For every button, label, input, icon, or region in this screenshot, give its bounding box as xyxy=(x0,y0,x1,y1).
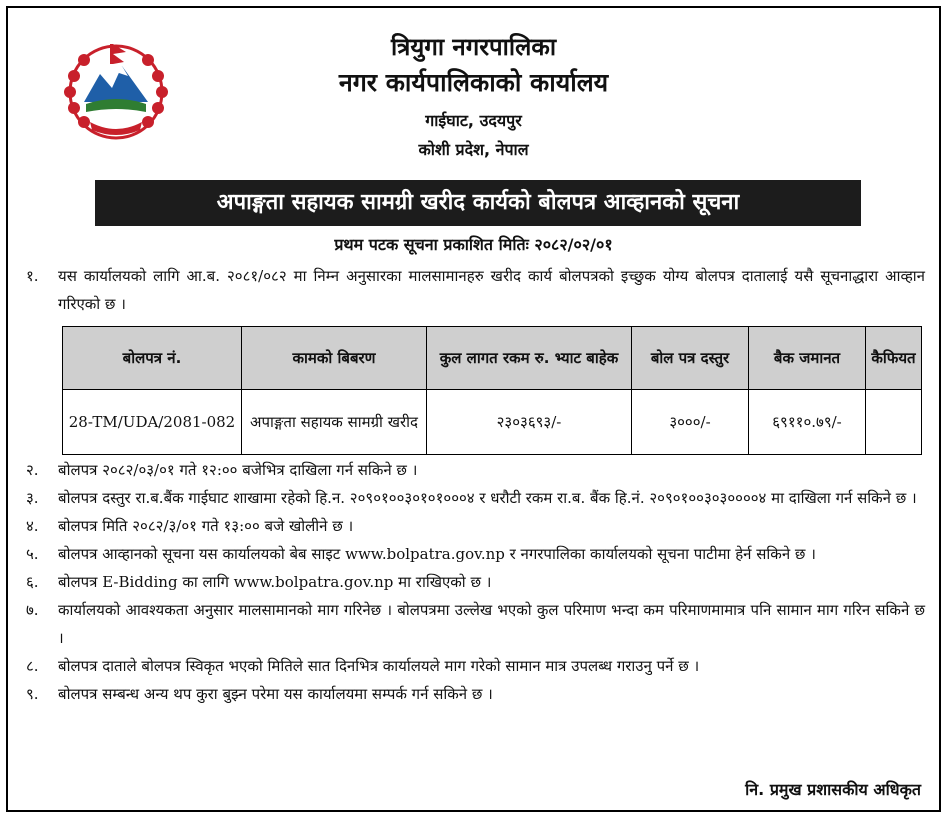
paragraph-text: बोलपत्र दाताले बोलपत्र स्विकृत भएको मितिले सात दिनभित्र कार्यालयले माग गरेको सामान मात्र उपलब्ध गराउनु पर्ने छ । xyxy=(58,657,700,675)
office-header xyxy=(8,30,939,164)
paragraph-number: ५. xyxy=(26,545,39,563)
paragraph-text: यस कार्यालयको लागि आ.ब. २०८१/०८२ मा निम्न अनुसारका मालसामानहरु खरीद कार्य बोलपत्रको इच्छुक योग्य बोलपत्र दातालाई यसै सूचनाद्धारा आव्हान गरिएको छ । xyxy=(58,267,925,313)
bid-fee-cell: ३०००/- xyxy=(632,390,749,455)
paragraph-number: ८. xyxy=(26,657,39,675)
paragraph-text: बोलपत्र आव्हानको सूचना यस कार्यालयको बेब साइट www.bolpatra.gov.np र नगरपालिका कार्यालयको सूचना पाटीमा हेर्न सकिने छ । xyxy=(58,545,816,563)
list-item xyxy=(26,484,925,512)
office-name: नगर कार्यपालिकाको कार्यालय xyxy=(338,68,609,97)
paragraph-number: १. xyxy=(26,267,39,285)
paragraph-text: कार्यालयको आवश्यकता अनुसार मालसामानको माग गरिनेछ । बोलपत्रमा उल्लेख भएको कुल परिमाण भन्दा कम परिमाणमामात्र पनि सामान माग गरिन सकिने छ । xyxy=(58,601,925,647)
column-header: बोलपत्र नं. xyxy=(63,327,242,390)
paragraph-number: २. xyxy=(26,461,39,479)
published-date: प्रथम पटक सूचना प्रकाशित मितिः २०८२/०२/०१ xyxy=(334,235,613,254)
signatory-title: नि. प्रमुख प्रशासकीय अधिकृत xyxy=(745,780,921,799)
total-cost-cell: २३०३६९३/- xyxy=(427,390,632,455)
work-description-cell: अपाङ्गता सहायक सामग्री खरीद xyxy=(242,390,427,455)
paragraph-number: ७. xyxy=(26,601,39,619)
paragraph-text: बोलपत्र मिति २०८२/३/०१ गते १३:०० बजे खोलीने छ । xyxy=(58,517,354,535)
paragraph-text: बोलपत्र E-Bidding का लागि www.bolpatra.gov.np मा राखिएको छ । xyxy=(58,573,492,591)
column-header: कुल लागत रकम रु. भ्याट बाहेक xyxy=(427,327,632,390)
list-item xyxy=(26,568,925,596)
list-item xyxy=(26,680,925,708)
notice-conditions xyxy=(26,456,925,708)
paragraph-1 xyxy=(26,262,925,318)
column-header: कैफियत xyxy=(866,327,922,390)
paragraph-number: ९. xyxy=(26,685,39,703)
list-item xyxy=(26,652,925,680)
table-row xyxy=(63,390,922,455)
column-header: कामको बिबरण xyxy=(242,327,427,390)
notice-page xyxy=(6,6,941,812)
paragraph-text: बोलपत्र २०८२/०३/०१ गते १२:०० बजेभित्र दाखिला गर्न सकिने छ । xyxy=(58,461,418,479)
paragraph-number: ४. xyxy=(26,517,39,535)
paragraph-number: ६. xyxy=(26,573,39,591)
paragraph-text: बोलपत्र दस्तुर रा.ब.बैंक गाईघाट शाखामा रहेको हि.न. २०९०१००३०१०१०००४ र धरौटी रकम रा.ब. बैंक हि.नं. २०९०१००३०३००००४ मा दाखिला गर्न सकिने छ । xyxy=(58,489,917,507)
column-header: बैक जमानत xyxy=(749,327,866,390)
municipality-name: त्रियुगा नगरपालिका xyxy=(390,33,557,61)
list-item xyxy=(26,456,925,484)
bank-guarantee-cell: ६९११०.७९/- xyxy=(749,390,866,455)
list-item xyxy=(26,512,925,540)
bid-number-cell: 28-TM/UDA/2081-082 xyxy=(63,390,242,455)
office-province: कोशी प्रदेश, नेपाल xyxy=(418,140,529,159)
column-header: बोल पत्र दस्तुर xyxy=(632,327,749,390)
paragraph-text: बोलपत्र सम्बन्ध अन्य थप कुरा बुझ्न परेमा यस कार्यालयमा सम्पर्क गर्न सकिने छ । xyxy=(58,685,493,703)
remarks-cell xyxy=(866,390,922,455)
paragraph-number: ३. xyxy=(26,489,39,507)
office-address: गाईघाट, उदयपुर xyxy=(425,111,522,130)
bid-table xyxy=(62,326,922,455)
list-item xyxy=(26,596,925,652)
table-header-row xyxy=(63,327,922,390)
list-item xyxy=(26,540,925,568)
notice-title: अपाङ्गता सहायक सामग्री खरीद कार्यको बोलपत्र आव्हानको सूचना xyxy=(95,180,861,226)
